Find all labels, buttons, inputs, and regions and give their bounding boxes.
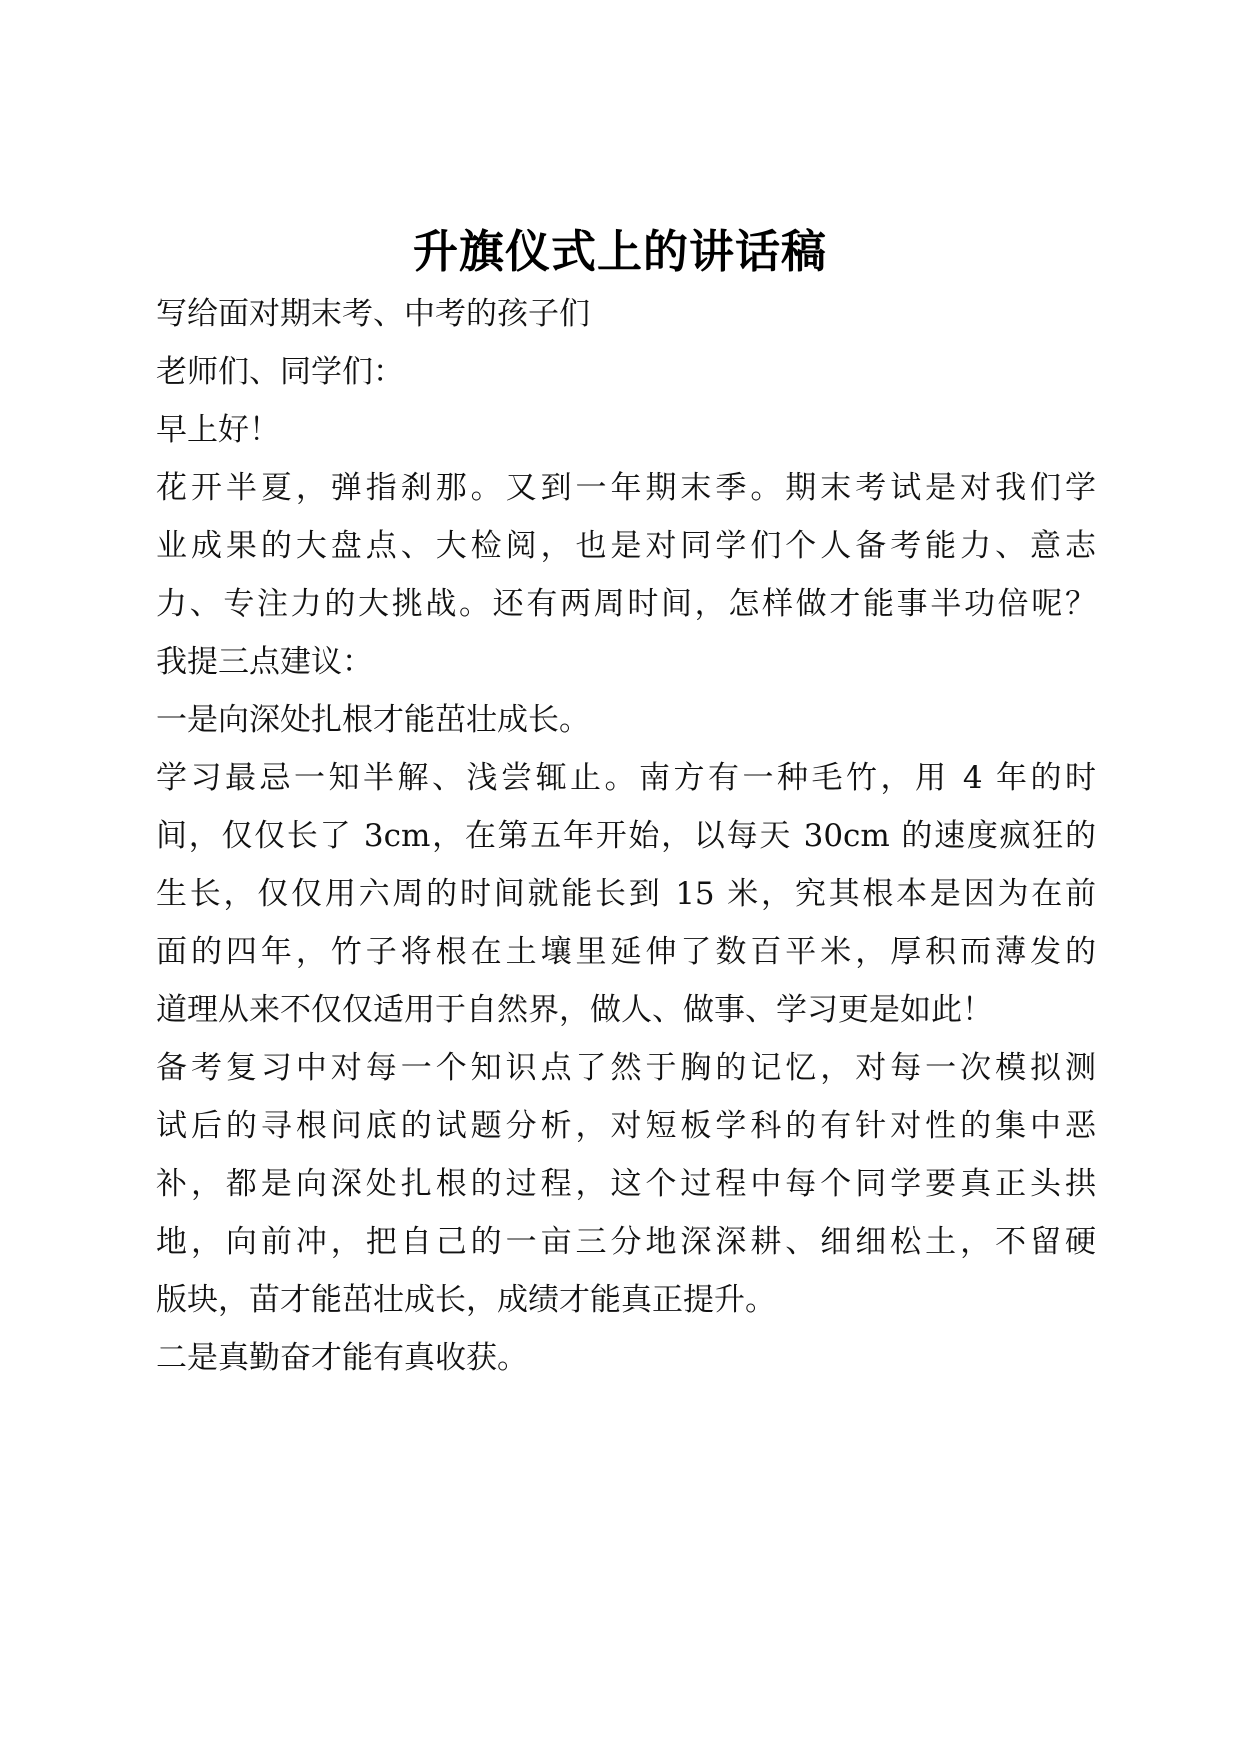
paragraph-line: 力、专注力的大挑战。还有两周时间，怎样做才能事半功倍呢？ (156, 586, 1096, 622)
paragraph-line: 试后的寻根问底的试题分析，对短板学科的有针对性的集中恶 (156, 1108, 1096, 1144)
paragraph-line: 面的四年，竹子将根在土壤里延伸了数百平米，厚积而薄发的 (156, 934, 1096, 970)
section-heading-2: 二是真勤奋才能有真收获。 (156, 1340, 528, 1376)
paragraph-line: 业成果的大盘点、大检阅，也是对同学们个人备考能力、意志 (156, 528, 1096, 564)
paragraph-line: 补，都是向深处扎根的过程，这个过程中每个同学要真正头拱 (156, 1166, 1096, 1202)
paragraph-line: 生长，仅仅用六周的时间就能长到 15 米，究其根本是因为在前 (156, 876, 1096, 912)
document-title: 升旗仪式上的讲话稿 (412, 225, 827, 278)
salutation-line: 老师们、同学们： (156, 354, 404, 390)
paragraph-line: 我提三点建议： (156, 644, 373, 680)
greeting-line: 早上好！ (156, 412, 280, 448)
paragraph-line: 版块，苗才能茁壮成长，成绩才能真正提升。 (156, 1282, 776, 1318)
paragraph-line: 学习最忌一知半解、浅尝辄止。南方有一种毛竹，用 4 年的时 (156, 760, 1096, 796)
paragraph-line: 备考复习中对每一个知识点了然于胸的记忆，对每一次模拟测 (156, 1050, 1096, 1086)
paragraph-line: 花开半夏，弹指刹那。又到一年期末季。期末考试是对我们学 (156, 470, 1096, 506)
paragraph-line: 间，仅仅长了 3cm，在第五年开始，以每天 30cm 的速度疯狂的 (156, 818, 1096, 854)
paragraph-line: 地，向前冲，把自己的一亩三分地深深耕、细细松土，不留硬 (156, 1224, 1096, 1260)
section-heading-1: 一是向深处扎根才能茁壮成长。 (156, 702, 590, 738)
paragraph-line: 道理从来不仅仅适用于自然界，做人、做事、学习更是如此！ (156, 992, 993, 1028)
subtitle-line: 写给面对期末考、中考的孩子们 (156, 296, 590, 332)
